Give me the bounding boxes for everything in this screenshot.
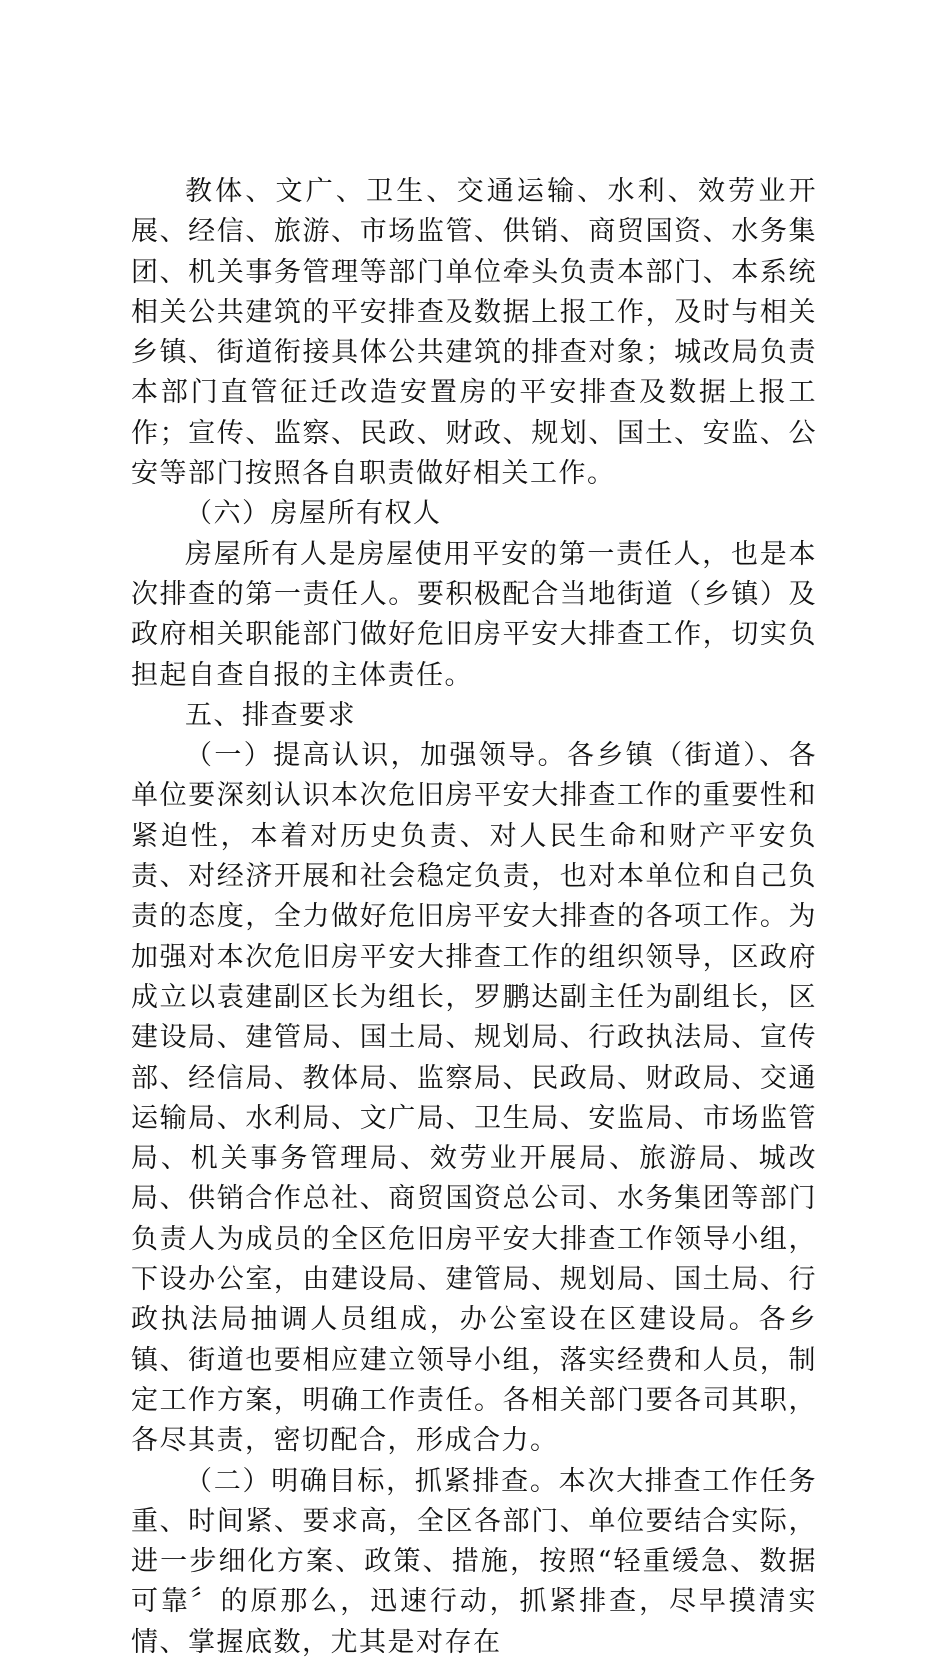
- heading-requirements: 五、排查要求: [185, 699, 356, 731]
- paragraph-owner-responsibility: 房屋所有人是房屋使用平安的第一责任人，也是本次排查的第一责任人。要积极配合当地街道（乡镇）及政府相关职能部门做好危旧房平安大排查工作，切实负担起自查自报的主体责任。: [131, 538, 817, 691]
- paragraph-departments: 教体、文广、卫生、交通运输、水利、效劳业开展、经信、旅游、市场监管、供销、商贸国资、水务集团、机关事务管理等部门单位牵头负责本部门、本系统相关公共建筑的平安排查及数据上报工作，及时与相关乡镇、街道衔接具体公共建筑的排查对象；城改局负责本部门直管征迁改造安置房的平安排查及数据上报工作；宣传、监察、民政、财政、规划、国土、安监、公安等部门按照各自职责做好相关工作。: [131, 176, 817, 490]
- paragraph-goals: （二）明确目标，抓紧排查。本次大排查工作任务重、时间紧、要求高，全区各部门、单位要结合实际，进一步细化方案、政策、措施，按照“轻重缓急、数据可靠〞的原那么，迅速行动，抓紧排查，尽早摸清实情、掌握底数，尤其是对存在: [131, 1465, 817, 1658]
- heading-owner: （六）房屋所有权人: [185, 498, 442, 530]
- document-page: [131, 172, 817, 1663]
- paragraph-leadership: （一）提高认识，加强领导。各乡镇（街道）、各单位要深刻认识本次危旧房平安大排查工作的重要性和紧迫性，本着对历史负责、对人民生命和财产平安负责、对经济开展和社会稳定负责，也对本单位和自己负责的态度，全力做好危旧房平安大排查的各项工作。为加强对本次危旧房平安大排查工作的组织领导，区政府成立以袁建副区长为组长，罗鹏达副主任为副组长，区建设局、建管局、国土局、规划局、行政执法局、宣传部、经信局、教体局、监察局、民政局、财政局、交通运输局、水利局、文广局、卫生局、安监局、市场监管局、机关事务管理局、效劳业开展局、旅游局、城改局、供销合作总社、商贸国资总公司、水务集团等部门负责人为成员的全区危旧房平安大排查工作领导小组，下设办公室，由建设局、建管局、规划局、国土局、行政执法局抽调人员组成，办公室设在区建设局。各乡镇、街道也要相应建立领导小组，落实经费和人员，制定工作方案，明确工作责任。各相关部门要各司其职，各尽其责，密切配合，形成合力。: [131, 740, 817, 1457]
